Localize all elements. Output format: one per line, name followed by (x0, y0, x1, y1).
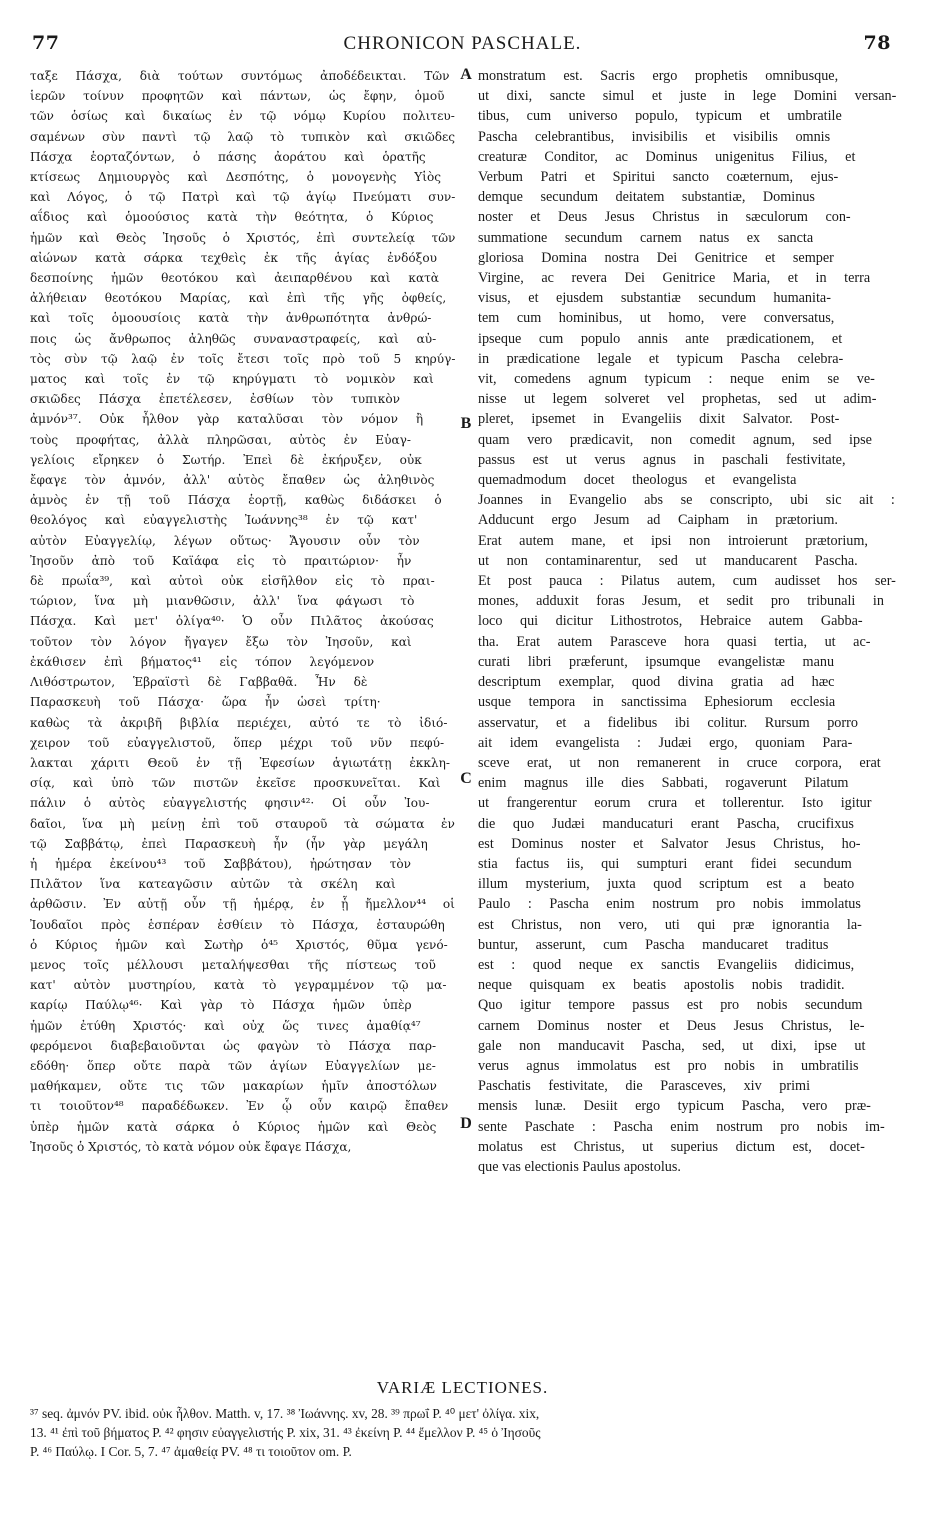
greek-text-line: τῶν ὁσίως καὶ δικαίως ἐν τῷ νόμῳ Κυρίου πολιτευ- (30, 109, 455, 124)
latin-text-line: nisse ut legem solveret vel prophetas, sed ut adim- (478, 391, 877, 408)
greek-text-line: λακται χάριτι Θεοῦ ἐν τῇ Ἐφεσίων ἁγιωτάτῃ ἐκκλη- (30, 755, 450, 770)
greek-text-line: αὐτὸν Εὐαγγελίῳ, λέγων οὕτως· Ἄγουσιν οὖν τὸν (30, 533, 420, 548)
latin-text-line: die quo Judæi manducaturi erant Pascha, crucifixus (478, 815, 854, 832)
latin-text-line: Erat autem mane, et ipsi non introierunt prætorium, (478, 532, 868, 549)
variant-line: P. ⁴⁶ Παύλῳ. I Cor. 5, 7. ⁴⁷ ἀμαθείᾳ PV. ⁴⁸ τι τοιοῦτον om. P. (30, 1444, 352, 1459)
greek-text-line: Πάσχα. Καὶ μετ' ὀλίγα⁴⁰· Ὁ οὖν Πιλᾶτος ἀκούσας (30, 614, 434, 629)
greek-text-line: ὁ Κύριος ἡμῶν καὶ Σωτὴρ ὁ⁴⁵ Χριστός, θῦμα γενό- (30, 937, 448, 952)
latin-text-line: quemadmodum docet theologus et evangelista (478, 472, 797, 489)
latin-text-line: Verbum Patri et Spiritui sancto coæternum, ejus- (478, 169, 839, 186)
greek-text-line: Πιλᾶτον ἵνα κατεαγῶσιν αὐτῶν τὰ σκέλη καὶ (30, 877, 396, 892)
latin-text-line: Virgine, ac revera Dei Genitrice Maria, et in terra (478, 270, 871, 287)
latin-text-line: curati libri præferunt, ipsumque evangelistæ manu (478, 653, 835, 670)
latin-text-line: Et post pauca : Pilatus autem, cum audisset hos ser- (478, 573, 896, 590)
greek-text-line: τῷ Σαββάτῳ, ἐπεὶ Παρασκευὴ ἦν (ἦν γὰρ μεγάλη (30, 836, 428, 851)
greek-text-line: γελίοις εἴρηκεν ὁ Σωτήρ. Ἐπεὶ δὲ ἐκήρυξεν, οὐκ (30, 452, 422, 467)
greek-text-line: αἰώνων κατὰ σάρκα τεχθεὶς ἐκ τῆς ἁγίας ἐνδόξου (30, 250, 437, 265)
latin-text-line: visus, et ejusdem substantiæ secundum humanita- (478, 290, 831, 307)
latin-text-line: usque tempora in sanctissima Ephesiorum ecclesia (478, 694, 836, 711)
greek-text-line: ἀλήθειαν θεοτόκου Μαρίας, καὶ ἐπὶ τῆς γῆς ὀφθείς, (30, 291, 447, 306)
greek-text-line: κτίσεως Δημιουργὸς καὶ Δεσπότης, ὁ μονογενὴς Υἱὸς (30, 170, 442, 185)
latin-text-line: gloriosa Domina nostra Dei Genitrice et semper (478, 249, 834, 266)
greek-text-line: Παρασκευὴ τοῦ Πάσχα· ὥρα ἦν ὡσεὶ τρίτη· (30, 695, 381, 710)
latin-text-line: monstratum est. Sacris ergo prophetis omnibusque, (478, 68, 839, 84)
latin-text-line: est Dominus noster et Salvator Jesus Christus, ho- (478, 835, 861, 852)
greek-text-line: σκιῶδες Πάσχα ἐπετέλεσεν, ἐσθίων τὸν τυπικὸν (30, 392, 400, 407)
greek-text-line: εδόθη· ὅπερ οὔτε παρὰ τῶν ἁγίων Εὐαγγελίων με- (30, 1058, 436, 1073)
variant-readings-title: VARIÆ LECTIONES. (376, 1378, 549, 1397)
latin-text-line: ait idem evangelista : Judæi ergo, quoniam Para- (478, 734, 853, 751)
greek-text-line: δαῖοι, ἵνα μὴ μείνῃ ἐπὶ τοῦ σταυροῦ τὰ σώματα ἐν (30, 816, 455, 831)
greek-text-line: θεολόγος καὶ εὐαγγελιστὴς Ἰωάννης³⁸ ἐν τῷ κατ' (30, 513, 418, 528)
section-marker-b: B (460, 415, 472, 432)
latin-text-line: vit, comedens agnum typicum : neque enim se ve- (478, 371, 875, 388)
greek-text-line: καὶ τοῖς ὁμοουσίοις κατὰ τὴν ἀνθρωπότητα ἀνθρώ- (30, 311, 432, 326)
greek-text-line: ἀρθῶσιν. Ἐν αὐτῇ οὖν τῇ ἡμέρᾳ, ἐν ᾗ ἤμελλον⁴⁴ οἱ (30, 897, 455, 912)
latin-text-line: enim magnus ille dies Sabbati, rogaverunt Pilatum (478, 775, 849, 792)
latin-text-line: ut non contaminarentur, sed ut manducarent Pascha. (478, 552, 858, 569)
latin-text-line: illum mysterium, juxta quod scriptum est a beato (478, 876, 855, 893)
latin-text-line: Pascha celebrantibus, invisibilis et visibilis omnis (478, 128, 831, 145)
latin-text-line: in prædicatione legale et typicum Pascha celebra- (478, 350, 844, 367)
greek-text-line: ποις ὡς ἄνθρωπος ἀληθῶς συναναστραφείς, καὶ αὐ- (30, 331, 437, 346)
greek-text-line: ἀμνὸς ἐν τῇ τοῦ Πάσχα ἑορτῇ, καθὼς διδάσκει ὁ (30, 493, 442, 508)
greek-text-line: Ἰουδαῖοι πρὸς ἑσπέραν ἐσθίειν τὸ Πάσχα, ἐσταυρώθη (30, 917, 445, 932)
section-marker-c: C (460, 770, 472, 787)
greek-text-line: πάλιν ὁ αὐτὸς εὐαγγελιστής φησιν⁴²· Οἱ οὖν Ἰου- (30, 796, 430, 811)
greek-text-line: καθὼς τὰ ἀκριβῆ βιβλία περιέχει, αὐτό τε τὸ ἰδιό- (30, 715, 448, 730)
greek-text-line: ἡμῶν ἐτύθη Χριστός· καὶ οὐχ ὥς τινες ἀμαθίᾳ⁴⁷ (30, 1018, 421, 1033)
section-marker-a: A (460, 66, 472, 83)
greek-text-line: ὑπὲρ ἡμῶν κατὰ σάρκα ὁ Κύριος ἡμῶν καὶ Θεὸς (30, 1119, 437, 1134)
latin-text-line: ut dixi, sancte simul et juste in lege Domini versan- (478, 88, 896, 105)
greek-text-line: τοῦτον τὸν λόγον ἤγαγεν ἔξω τὸν Ἰησοῦν, καὶ (30, 634, 412, 649)
latin-text-line: neque quisquam ex beatis apostolis nobis tradidit. (478, 977, 845, 994)
latin-text-line: Paschatis festivitate, die Parasceves, xiv primi (478, 1078, 811, 1095)
greek-text-line: δεσποίνης ἡμῶν θεοτόκου καὶ ἀειπαρθένου καὶ κατὰ (30, 271, 439, 286)
latin-text-line: Paulo : Pascha enim nostrum pro nobis immolatus (478, 896, 861, 913)
running-title: CHRONICON PASCHALE. (343, 33, 582, 54)
section-marker-d: D (460, 1115, 472, 1132)
greek-text-line: δὲ πρωΐα³⁹, καὶ αὐτοὶ οὐκ εἰσῆλθον εἰς τὸ πραι- (30, 574, 435, 589)
latin-text-line: Adducunt ergo Jesum ad Caipham in prætorium. (478, 512, 838, 529)
latin-text-line: Quo igitur tempore passus est pro nobis secundum (478, 997, 863, 1014)
latin-text-line: est Christus, non vero, uti qui præ ignorantia la- (478, 916, 862, 933)
latin-text-line: creaturæ Conditor, ac Dominus unigenitus Filius, et (478, 148, 856, 165)
greek-text-line: κατ' αὐτὸν μυστηρίου, κατὰ τὸ γεγραμμένον τῷ μα- (30, 978, 447, 993)
greek-text-line: ἔφαγε τὸν ἀμνόν, ἀλλ' αὐτὸς ἔπαθεν ὡς ἀληθινὸς (30, 473, 435, 488)
greek-text-line: Ἰησοῦν ἀπὸ τοῦ Καϊάφα εἰς τὸ πραιτώριον· ἦν (30, 553, 412, 568)
latin-text-line: Joannes in Evangelio abs se conscripto, ubi sic ait : (478, 492, 895, 509)
greek-text-line: σαμένων σὺν παντὶ τῷ λαῷ τὸ τυπικὸν καὶ σκιῶδες (30, 129, 455, 144)
greek-text-column (30, 66, 455, 1157)
variant-readings (30, 1378, 895, 1461)
latin-text-line: que vas electionis Paulus apostolus. (478, 1158, 681, 1175)
greek-text-line: τὸς σὺν τῷ λαῷ ἐν τοῖς ἔτεσι τοῖς πρὸ τοῦ 5 κηρύγ- (30, 351, 455, 366)
latin-text-line: est : quod neque ex sanctis Evangeliis didicimus, (478, 956, 855, 973)
latin-text-line: tha. Erat autem Parasceve hora quasi tertia, ut ac- (478, 633, 871, 650)
latin-text-line: stia factus iis, qui sumpturi erant fidei secundum (478, 855, 852, 872)
variant-line: 13. ⁴¹ ἐπὶ τοῦ βήματος P. ⁴² φησιν εὐαγγελιστής P. xix, 31. ⁴³ ἐκείνη P. ⁴⁴ ἔμελλον P. ⁴⁵ ὁ Ἰησοῦς (30, 1425, 541, 1440)
latin-text-line: molatus est Christus, ut superius dictum est, docet- (478, 1138, 865, 1155)
greek-text-line: καὶ Λόγος, ὁ τῷ Πατρὶ καὶ τῷ ἁγίῳ Πνεύματι συν- (30, 190, 455, 205)
greek-text-line: σίᾳ, καὶ ὑπὸ τῶν πιστῶν ἐκεῖσε προσκυνεῖται. Καὶ (30, 776, 441, 791)
latin-text-line: loco qui dicitur Lithostrotos, Hebraice autem Gabba- (478, 613, 863, 630)
latin-text-line: buntur, asserunt, cum Pascha manducaret traditus (478, 936, 829, 953)
latin-text-line: summatione secundum carnem natus ex sancta (478, 229, 814, 246)
greek-text-line: τώριον, ἵνα μὴ μιανθῶσιν, ἀλλ' ἵνα φάγωσι τὸ (30, 594, 415, 609)
latin-text-line: asservatur, et a fidelibus ibi colitur. Rursum porro (478, 714, 858, 731)
latin-text-line: gale non manducavit Pascha, sed, ut dixi, ipse ut (478, 1037, 866, 1054)
page-number-left: 77 (32, 32, 60, 54)
latin-text-line: sceve erat, ut non remanerent in cruce corpora, erat (478, 754, 881, 771)
latin-text-line: descriptum exemplar, quod divina gratia ad hæc (478, 674, 835, 691)
greek-text-line: Λιθόστρωτον, Ἑβραϊστὶ δὲ Γαββαθᾶ. Ἦν δὲ (30, 675, 368, 690)
greek-text-line: ταξε Πάσχα, διὰ τούτων συντόμως ἀποδέδεικται. Τῶν (30, 69, 450, 83)
page-number-right: 78 (863, 32, 891, 54)
latin-text-line: passus est ut verus agnus in paschali festivitate, (478, 451, 846, 468)
greek-text-line: ἀμνόν³⁷. Οὐκ ἦλθον γὰρ καταλῦσαι τὸν νόμον ἢ (30, 412, 424, 427)
latin-text-line: tem cum hominibus, ut homo, vere conversatus, (478, 310, 835, 327)
latin-text-line: carnem Dominus noster et Deus Jesus Christus, le- (478, 1017, 865, 1034)
variant-line: ³⁷ seq. ἀμνόν PV. ibid. οὐκ ἦλθον. Matth. v, 17. ³⁸ Ἰωάννης. xv, 28. ³⁹ πρωΐ P. ⁴⁰ μετ' ὀλίγα. xix, (30, 1406, 540, 1421)
greek-text-line: χειρον τοῦ εὐαγγελιστοῦ, ὅπερ μέχρι τοῦ νῦν πεφύ- (30, 735, 445, 750)
greek-text-line: φερόμενοι διαβεβαιοῦνται ὡς φαγὼν τὸ Πάσχα παρ- (30, 1038, 437, 1053)
greek-text-line: μαθήκαμεν, οὔτε τις τῶν μακαρίων ἡμῖν ἀποστόλων (30, 1079, 437, 1094)
greek-text-line: Πάσχα ἑορταζόντων, ὁ πάσης ἀοράτου καὶ ὁρατῆς (30, 149, 426, 164)
latin-text-line: ut frangerentur eorum crura et tollerentur. Isto igitur (478, 795, 872, 812)
latin-text-line: tibus, cum universo populo, typicum et umbratile (478, 108, 842, 125)
greek-text-line: ἱερῶν τοίνυν προφητῶν καὶ πάντων, ὡς ἔφην, ὁμοῦ (30, 89, 445, 104)
greek-text-line: αΐδιος καὶ ὁμοούσιος κατὰ τὴν θεότητα, ὁ Κύριος (30, 210, 434, 225)
latin-text-line: demque secundum deitatem substantiæ, Dominus (478, 189, 815, 206)
greek-text-line: Ἰησοῦς ὁ Χριστός, τὸ κατὰ νόμον οὐκ ἔφαγε Πάσχα, (30, 1139, 352, 1154)
greek-text-line: ἡμῶν καὶ Θεὸς Ἰησοῦς ὁ Χριστός, ἐπὶ συντελείᾳ τῶν (30, 230, 455, 245)
latin-text-line: pleret, ipsemet in Evangeliis dixit Salvator. Post- (478, 411, 840, 428)
greek-text-line: ἡ ἡμέρα ἐκείνου⁴³ τοῦ Σαββάτου), ἠρώτησαν τὸν (30, 856, 412, 871)
latin-text-line: sente Paschate : Pascha enim nostrum pro nobis im- (478, 1118, 885, 1135)
latin-text-line: ipseque cum populo annis ante prædicationem, et (478, 330, 843, 347)
greek-text-line: τοὺς προφήτας, ἀλλὰ πληρῶσαι, αὐτὸς ἐν Εὐαγ- (30, 432, 411, 447)
latin-text-line: mensis lunæ. Desiit ergo typicum Pascha, vero præ- (478, 1098, 871, 1115)
latin-text-line: mones, adduxit foras Jesum, et sedit pro tribunali in (478, 593, 884, 610)
latin-text-line: noster et Deus Jesus Christus in sæculorum con- (478, 209, 851, 226)
latin-text-column (478, 66, 896, 1177)
latin-text-line: quam vero prædicavit, non comedit agnum, sed ipse (478, 431, 872, 448)
greek-text-line: τι τοιοῦτον⁴⁸ παραδέδωκεν. Ἐν ᾧ οὖν καιρῷ ἔπαθεν (30, 1099, 449, 1114)
running-header (30, 30, 895, 64)
latin-text-line: verus agnus immolatus est pro nobis in umbratilis (478, 1057, 859, 1074)
greek-text-line: μενος τοῖς μέλλουσι μεταλήψεσθαι τῆς πίστεως τοῦ (30, 957, 436, 972)
greek-text-line: ἐκάθισεν ἐπὶ βήματος⁴¹ εἰς τόπον λεγόμενον (30, 654, 375, 669)
greek-text-line: καρίῳ Παύλῳ⁴⁶· Καὶ γὰρ τὸ Πάσχα ἡμῶν ὑπὲρ (30, 998, 412, 1013)
greek-text-line: ματος καὶ τοῖς ἐν τῷ κηρύγματι τὸ νομικὸν καὶ (30, 372, 434, 387)
